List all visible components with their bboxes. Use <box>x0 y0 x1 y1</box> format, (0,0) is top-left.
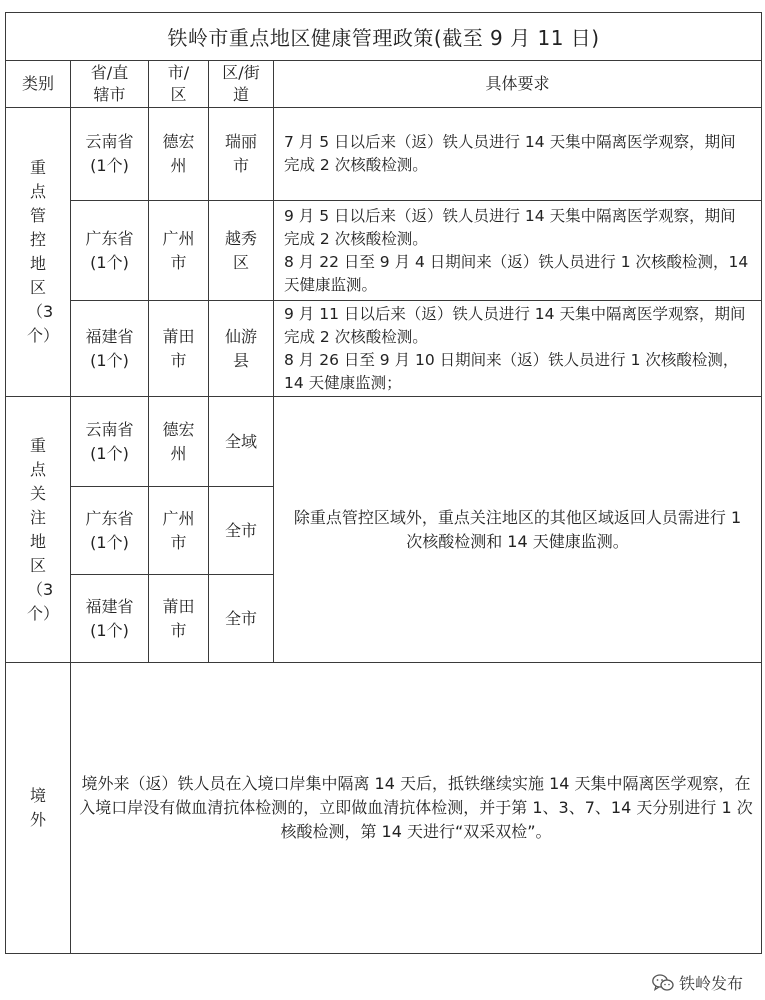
watermark <box>652 971 743 994</box>
city-cell: 广州市 <box>162 508 195 552</box>
requirement-line: 8 月 22 日至 9 月 4 日期间来（返）铁人员进行 1 次核酸检测，14 天健康监测。 <box>284 252 749 294</box>
city-cell: 广州市 <box>162 228 195 272</box>
province-cell: 广东省(1个) <box>85 228 134 272</box>
city-cell: 德宏州 <box>162 132 195 175</box>
watermark-text: 铁岭发布 <box>678 974 743 993</box>
header-province: 省/直辖市 <box>90 63 129 104</box>
province-cell: 广东省(1个) <box>85 508 134 552</box>
requirement-cell <box>274 108 761 200</box>
district-cell: 仙游县 <box>224 326 257 370</box>
category-control: 重点管控地区（3个） <box>27 158 60 345</box>
requirement-line: 9 月 11 日以后来（返）铁人员进行 14 天集中隔离医学观察，期间完成 2 次核酸检测。 <box>284 304 746 346</box>
wechat-icon <box>652 974 674 992</box>
district-cell: 越秀区 <box>224 228 257 272</box>
category-attention: 重点关注地区（3个） <box>27 435 60 623</box>
table-title: 铁岭市重点地区健康管理政策(截至 9 月 11 日) <box>167 26 600 50</box>
province-cell: 云南省(1个) <box>85 132 134 175</box>
requirement-line: 8 月 26 日至 9 月 10 日期间来（返）铁人员进行 1 次核酸检测，14 天健康监测； <box>284 350 739 392</box>
province-cell: 福建省(1个) <box>85 596 134 640</box>
district-cell: 全市 <box>224 520 257 540</box>
header-category: 类别 <box>21 74 54 93</box>
district-cell: 全域 <box>224 431 257 451</box>
requirement-cell <box>274 201 761 300</box>
header-requirement: 具体要求 <box>485 74 550 93</box>
district-cell: 瑞丽市 <box>224 132 257 175</box>
overseas-requirement: 境外来（返）铁人员在入境口岸集中隔离 14 天后，抵铁继续实施 14 天集中隔离医学观察，在入境口岸没有做血清抗体检测的，立即做血清抗体检测，并于第 1、3、7、14 天分别进行 1 次核酸检测，第 14 天进行“双采双检”。 <box>79 774 753 841</box>
attention-requirement: 除重点管控区域外，重点关注地区的其他区域返回人员需进行 1 次核酸检测和 14 天健康监测。 <box>293 507 742 551</box>
district-cell: 全市 <box>224 608 257 628</box>
requirement-line: 9 月 5 日以后来（返）铁人员进行 14 天集中隔离医学观察，期间完成 2 次核酸检测。 <box>284 206 736 248</box>
city-cell: 莆田市 <box>162 596 195 640</box>
requirement-cell <box>274 301 761 396</box>
city-cell: 莆田市 <box>162 326 195 370</box>
city-cell: 德宏州 <box>162 419 195 463</box>
province-cell: 云南省(1个) <box>85 419 134 463</box>
requirement-line: 7 月 5 日以后来（返）铁人员进行 14 天集中隔离医学观察，期间完成 2 次核酸检测。 <box>284 133 736 174</box>
category-overseas: 境外 <box>29 786 46 829</box>
header-district: 区/街道 <box>222 63 260 104</box>
province-cell: 福建省(1个) <box>85 326 134 370</box>
rule <box>761 12 762 954</box>
header-city: 市/区 <box>167 63 190 104</box>
rule <box>5 953 762 954</box>
